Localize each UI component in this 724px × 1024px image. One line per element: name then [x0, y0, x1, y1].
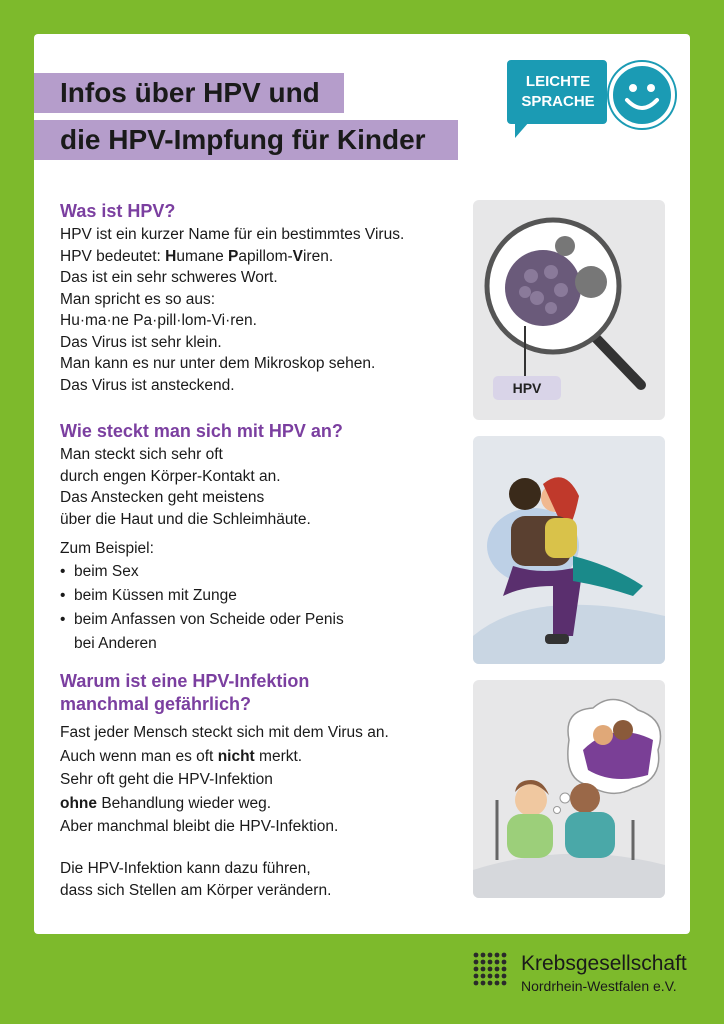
- couple-illustration: [473, 436, 665, 664]
- logo-subtitle: Nordrhein-Westfalen e.V.: [521, 978, 677, 994]
- badge-line-2: SPRACHE: [521, 93, 595, 110]
- magnifier-illustration: [473, 200, 665, 420]
- heading-why-dangerous: Warum ist eine HPV-Infektion manchmal gefährlich?: [60, 671, 310, 714]
- section1-text: HPV ist ein kurzer Name für ein bestimmtes Virus. HPV bedeutet: Humane Papillom-Viren. Das ist ein sehr schweres Wort. Man spricht es so aus: Hu·ma·ne Pa·pill·lom-Vi·ren. Das Virus ist sehr klein. Man kann es nur unter dem Mikroskop sehen. Das Virus ist ansteckend.: [60, 226, 405, 394]
- list-item: • beim Küssen mit Zunge: [60, 584, 344, 608]
- heading-transmission: Wie steckt man sich mit HPV an?: [60, 421, 343, 441]
- badge-line-1: LEICHTE: [525, 73, 591, 90]
- title-line-1: Infos über HPV und: [34, 73, 344, 113]
- list-item: • beim Anfassen von Scheide oder Penis bei Anderen: [60, 608, 344, 656]
- dot-grid-icon: [473, 952, 511, 990]
- section3-text: Fast jeder Mensch steckt sich mit dem Virus an. Auch wenn man es oft nicht merkt. Sehr oft geht die HPV-Infektion ohne Behandlung wieder weg. Aber manchmal bleibt die HPV-Infektion.: [60, 724, 389, 835]
- easy-language-badge: [507, 60, 673, 144]
- logo-name: Krebsgesellschaft: [521, 952, 687, 975]
- section2-text: Man steckt sich sehr oft durch engen Körper-Kontakt an. Das Anstecken geht meistens über die Haut und die Schleimhäute.: [60, 446, 311, 528]
- title-line-2: die HPV-Impfung für Kinder: [34, 120, 458, 160]
- smiley-icon: [609, 62, 675, 128]
- hpv-label: HPV: [512, 380, 542, 396]
- example-intro: Zum Beispiel:: [60, 540, 154, 557]
- closing-text: Die HPV-Infektion kann dazu führen, dass sich Stellen am Körper verändern.: [60, 860, 332, 899]
- list-item: • beim Sex: [60, 560, 344, 584]
- heading-what-is-hpv: Was ist HPV?: [60, 201, 176, 221]
- example-list: [60, 560, 344, 656]
- conversation-illustration: [473, 680, 665, 898]
- krebsgesellschaft-logo: [473, 952, 703, 1002]
